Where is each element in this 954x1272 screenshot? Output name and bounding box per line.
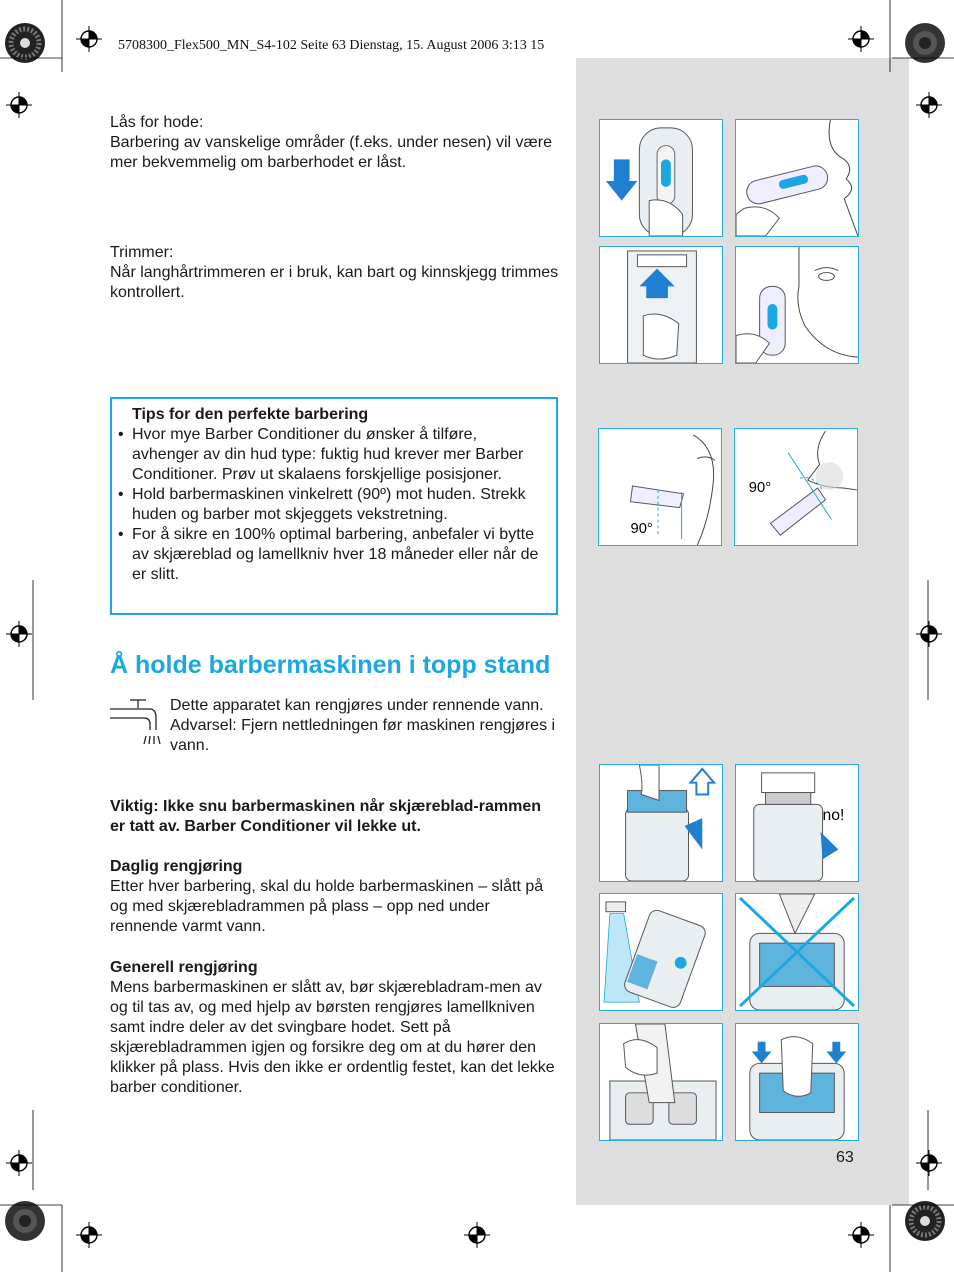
daily-cleaning-body: Etter hver barbering, skal du holde barbermaskinen – slått på og med skjærebladrammen på plass – opp ned under rennende varmt vann. bbox=[110, 878, 544, 935]
figure-lock-slider bbox=[599, 119, 723, 237]
section-heading: Å holde barbermaskinen i topp stand bbox=[110, 651, 551, 679]
figure-angle-left bbox=[598, 428, 722, 546]
registration-mark-icon bbox=[464, 1222, 490, 1248]
color-target-icon bbox=[4, 1200, 46, 1242]
figure-trimmer-up bbox=[599, 246, 723, 364]
cleaning-intro-1: Dette apparatet kan rengjøres under rennende vann. bbox=[170, 697, 544, 714]
angle-label-right: 90° bbox=[748, 479, 772, 496]
figure-refit-foil-frame bbox=[735, 1023, 859, 1141]
cleaning-intro bbox=[110, 696, 560, 756]
cleaning-warning: Advarsel: Fjern nettledningen før maskinen rengjøres i vann. bbox=[170, 717, 556, 754]
registration-mark-icon bbox=[76, 26, 102, 52]
color-target-icon bbox=[4, 22, 46, 64]
registration-mark-icon bbox=[916, 1150, 942, 1176]
list-item: • Hold barbermaskinen vinkelrett (90º) mot huden. Strekk huden og barber mot skjeggets vekstretning. bbox=[116, 485, 546, 525]
general-cleaning-title: Generell rengjøring bbox=[110, 959, 258, 976]
page-number: 63 bbox=[836, 1149, 854, 1166]
figure-remove-foil bbox=[599, 764, 723, 882]
registration-mark-icon bbox=[916, 92, 942, 118]
list-item: • Hvor mye Barber Conditioner du ønsker å tilføre, avhenger av din hud type: fuktig hud krever mer Barber Conditioner. Prøv ut skalaens forskjellige posisjoner. bbox=[116, 425, 546, 485]
figure-angle-right bbox=[734, 428, 858, 546]
color-target-icon bbox=[904, 1200, 946, 1242]
lock-section bbox=[110, 113, 560, 173]
registration-mark-icon bbox=[6, 621, 32, 647]
figure-do-not-brush-foil bbox=[735, 893, 859, 1011]
figure-no-tilt bbox=[735, 764, 859, 882]
registration-mark-icon bbox=[916, 621, 942, 647]
no-label: no! bbox=[822, 807, 845, 825]
general-cleaning-section bbox=[110, 958, 560, 1098]
general-cleaning-body: Mens barbermaskinen er slått av, bør skjærebladram-men av og til tas av, og med hjelp av børsten rengjøres lamellkniven samt indre deler av det svingbare hodet. Sett på skjærebladrammen igjen og forsikre deg om at du hører den klikker på plass. Hvis den ikke er ordentlig festet, kan det lekke barber conditioner. bbox=[110, 979, 555, 1096]
tips-title: Tips for den perfekte barbering bbox=[132, 406, 369, 423]
registration-mark-icon bbox=[6, 92, 32, 118]
registration-mark-icon bbox=[6, 1150, 32, 1176]
tips-list bbox=[116, 425, 546, 585]
figure-brush-cutter-block bbox=[599, 1023, 723, 1141]
daily-cleaning-title: Daglig rengjøring bbox=[110, 858, 243, 875]
color-target-icon bbox=[904, 22, 946, 64]
print-slug: 5708300_Flex500_MN_S4-102 Seite 63 Dienstag, 15. August 2006 3:13 15 bbox=[118, 38, 545, 53]
trimmer-section bbox=[110, 243, 560, 303]
lock-title: Lås for hode: bbox=[110, 114, 204, 131]
daily-cleaning-section bbox=[110, 857, 560, 937]
figure-rinse-under-water bbox=[599, 893, 723, 1011]
list-item: • For å sikre en 100% optimal barbering, anbefaler vi bytte av skjæreblad og lamellkniv hver 18 måneder eller når de er slitt. bbox=[116, 525, 546, 585]
tips-box bbox=[110, 397, 558, 615]
registration-mark-icon bbox=[848, 26, 874, 52]
trimmer-title: Trimmer: bbox=[110, 244, 174, 261]
registration-mark-icon bbox=[848, 1222, 874, 1248]
lock-body: Barbering av vanskelige områder (f.eks. under nesen) vil være mer bekvemmelig om barberhodet er låst. bbox=[110, 134, 552, 171]
trimmer-body: Når langhårtrimmeren er i bruk, kan bart og kinnskjegg trimmes kontrollert. bbox=[110, 264, 559, 301]
angle-label-left: 90° bbox=[630, 521, 653, 538]
important-note: Viktig: Ikke snu barbermaskinen når skjæreblad-rammen er tatt av. Barber Conditioner vil lekke ut. bbox=[110, 798, 541, 835]
registration-mark-icon bbox=[76, 1222, 102, 1248]
figure-shaving-under-nose bbox=[735, 119, 859, 237]
figure-trimming-sideburn bbox=[735, 246, 859, 364]
